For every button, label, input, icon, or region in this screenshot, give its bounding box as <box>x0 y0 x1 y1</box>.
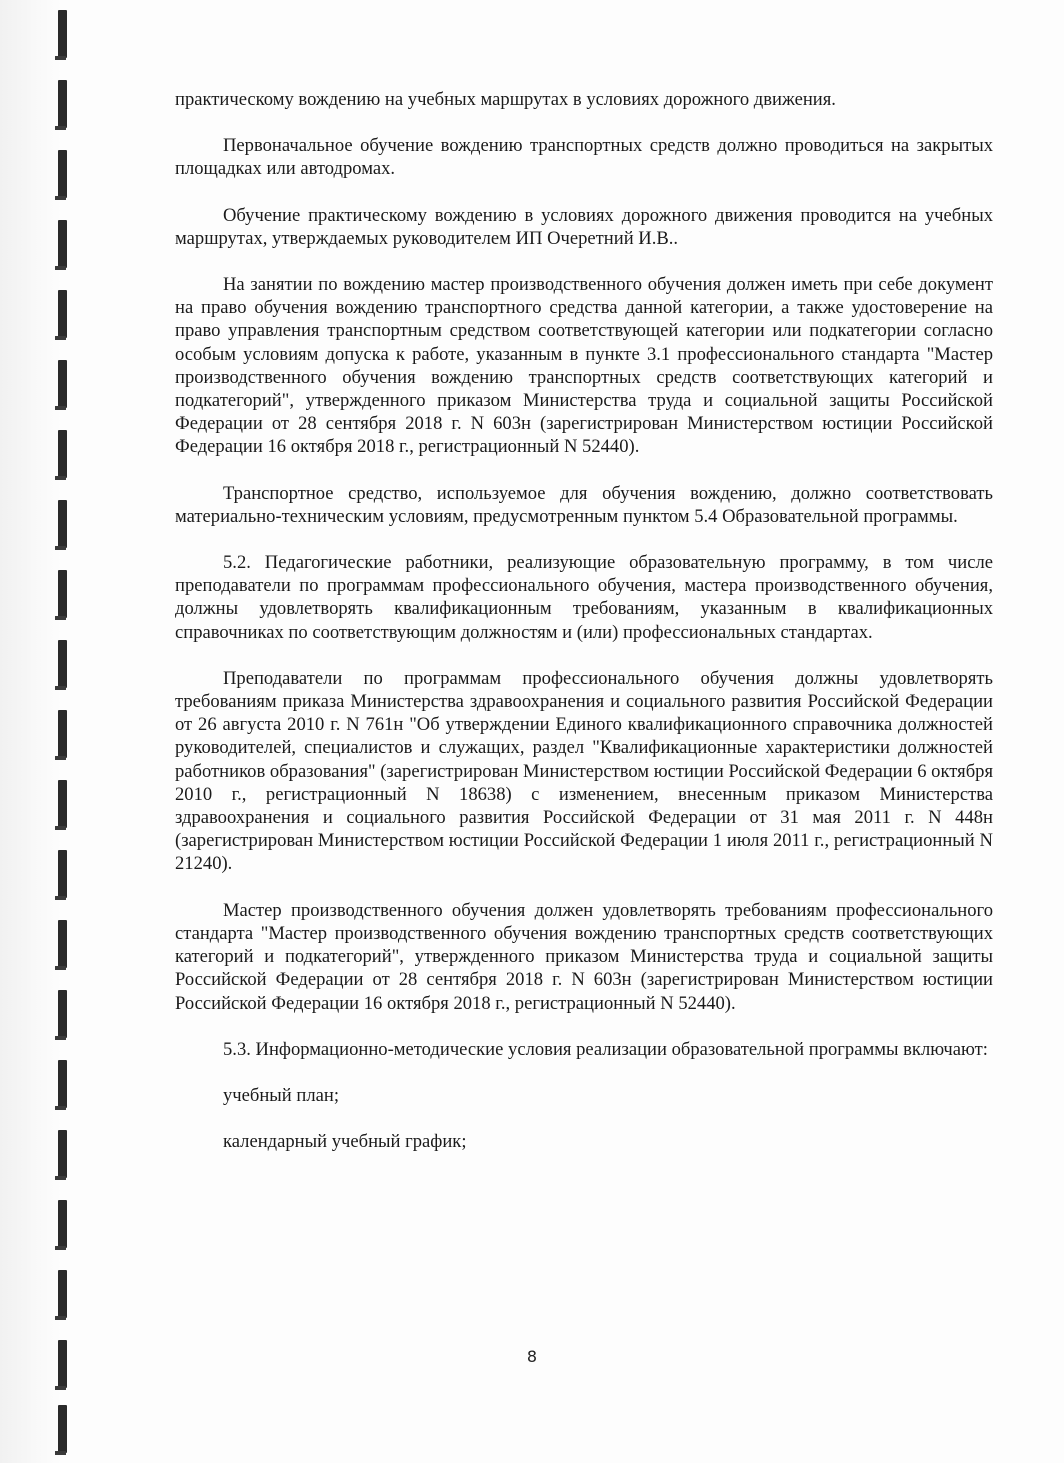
paragraph: Транспортное средство, используемое для обучения вождению, должно соответствовать материально-техническим условиям, предусмотренным пунктом 5.4 Образовательной программы. <box>175 482 993 527</box>
paragraph: Преподаватели по программам профессионального обучения должны удовлетворять требованиям приказа Министерства здравоохранения и социального развития Российской Федерации от 26 августа 2010 г. N 761н "Об утверждении Единого квалификационного справочника должностей руководителей, специалистов и служащих, раздел "Квалификационные характеристики должностей работников образования" (зарегистрирован Министерством юстиции Российской Федерации 6 октября 2010 г., регистрационный N 18638) с изменением, внесенным приказом Министерства здравоохранения и социального развития Российской Федерации от 31 мая 2011 г. N 448н (зарегистрирован Министерством юстиции Российской Федерации 1 июля 2011 г., регистрационный N 21240). <box>175 667 993 875</box>
section-5-2-paragraph: 5.2. Педагогические работники, реализующие образовательную программу, в том числе преподаватели по программам профессионального обучения, мастера производственного обучения, должны удовлетворять квалификационным требованиям, указанным в квалификационных справочниках по соответствующим должностям и (или) профессиональных стандартах. <box>175 552 993 643</box>
paragraph: практическому вождению на учебных маршрутах в условиях дорожного движения. <box>175 89 836 110</box>
binding-ring <box>58 1405 67 1453</box>
binding-ring <box>58 1060 67 1108</box>
binding-ring <box>58 220 67 268</box>
list-item: учебный план; <box>223 1084 340 1106</box>
binding-ring <box>58 360 67 408</box>
binding-ring <box>58 1130 67 1178</box>
spiral-binding <box>0 0 82 1463</box>
section-5-3-paragraph: 5.3. Информационно-методические условия реализации образовательной программы включают: <box>223 1038 988 1060</box>
binding-ring <box>58 150 67 198</box>
paragraph: Первоначальное обучение вождению транспортных средств должно проводиться на закрытых площадках или автодромах. <box>175 135 993 180</box>
paragraph: Мастер производственного обучения должен удовлетворять требованиям профессионального стандарта "Мастер производственного обучения вождению транспортных средств соответствующих категорий и подкатегорий", утвержденного приказом Министерства труда и социальной защиты Российской Федерации от 28 сентября 2018 г. N 603н (зарегистрирован Министерством юстиции Российской Федерации 16 октября 2018 г., регистрационный N 52440). <box>175 899 993 1014</box>
binding-ring <box>58 1270 67 1318</box>
binding-ring <box>58 990 67 1038</box>
binding-ring <box>58 430 67 478</box>
binding-ring <box>58 780 67 828</box>
binding-ring <box>58 570 67 618</box>
paragraph: На занятии по вождению мастер производственного обучения должен иметь при себе документ на право обучения вождению транспортного средства данной категории, а также удостоверение на право управления транспортным средством соответствующей категории или подкатегории согласно особым условиям допуска к работе, указанным в пункте 3.1 профессионального стандарта "Мастер производственного обучения вождению транспортных средств соответствующих категорий и подкатегорий", утвержденного приказом Министерства труда и социальной защиты Российской Федерации от 28 сентября 2018 г. N 603н (зарегистрирован Министерством юстиции Российской Федерации 16 октября 2018 г., регистрационный N 52440). <box>175 274 993 458</box>
binding-ring <box>58 80 67 128</box>
binding-ring <box>58 640 67 688</box>
document-body <box>175 88 993 1153</box>
list-item: календарный учебный график; <box>223 1131 467 1153</box>
paragraph: Обучение практическому вождению в условиях дорожного движения проводится на учебных маршрутах, утверждаемых руководителем ИП Очеретний И.В.. <box>175 204 993 249</box>
binding-ring <box>58 290 67 338</box>
binding-edge <box>0 0 62 1463</box>
binding-ring <box>58 10 67 58</box>
page-number: 8 <box>526 1347 538 1366</box>
binding-ring <box>58 710 67 758</box>
binding-ring <box>58 500 67 548</box>
binding-ring <box>58 920 67 968</box>
binding-ring <box>58 1200 67 1248</box>
binding-ring <box>58 850 67 898</box>
